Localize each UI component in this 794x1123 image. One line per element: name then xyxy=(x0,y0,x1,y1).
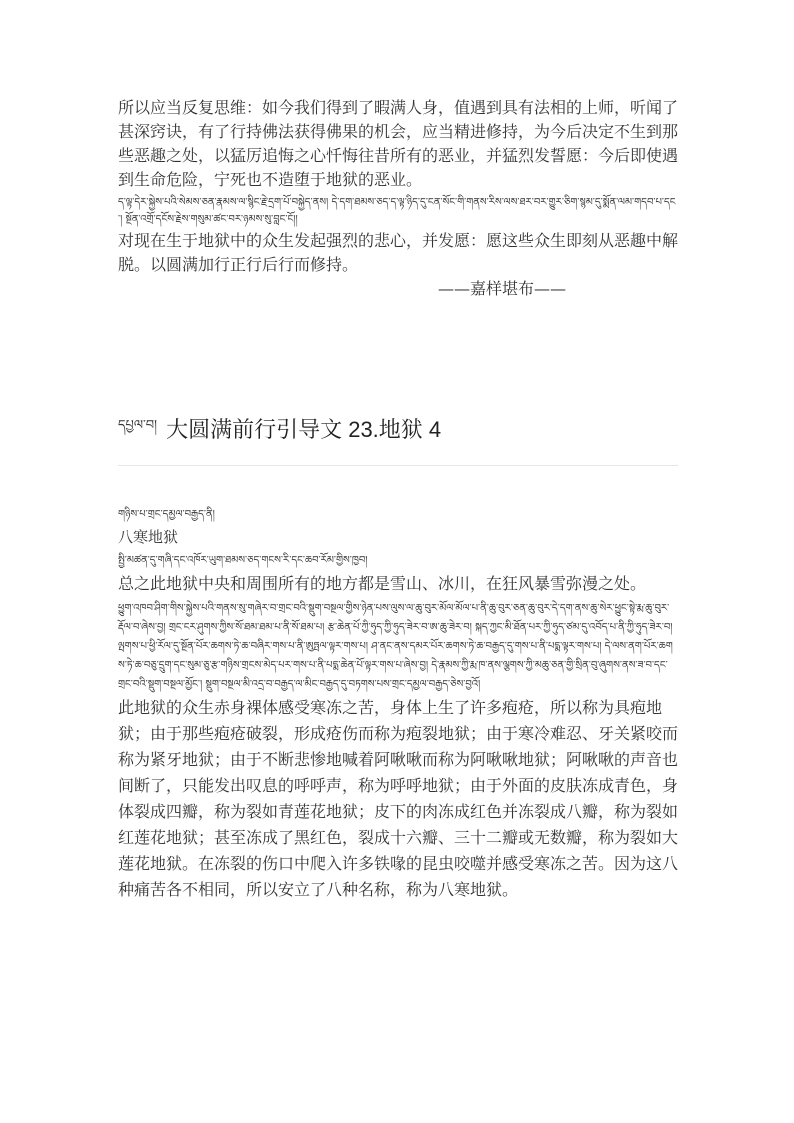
title-tibetan: དཔྱལ་བ། xyxy=(118,418,157,433)
intro-section xyxy=(118,96,678,301)
main-paragraph-chinese: 此地狱的众生赤身裸体感受寒冻之苦，身体上生了许多疱疮，所以称为具疱地狱；由于那些疱疮破裂，形成疮伤而称为疱裂地狱；由于寒冷难忍、牙关紧咬而称为紧牙地狱；由于不断悲惨地喊着阿啾啾而称为阿啾啾地狱；阿啾啾的声音也间断了，只能发出叹息的呼呼声，称为呼呼地狱；由于外面的皮肤冻成青色，身体裂成四瓣，称为裂如青莲花地狱；皮下的肉冻成红色并冻裂成八瓣，称为裂如红莲花地狱；甚至冻成了黑红色，裂成十六瓣、三十二瓣或无数瓣，称为裂如大莲花地狱。在冻裂的伤口中爬入许多铁喙的昆虫咬噬并感受寒冻之苦。因为这八种痛苦各不相同，所以安立了八种名称，称为八寒地狱。 xyxy=(118,698,679,899)
aspiration-paragraph-chinese: 对现在生于地狱中的众生发起强烈的悲心，并发愿：愿这些众生即刻从恶趣中解脱。以圆满加行正行后行而修持。 xyxy=(118,231,679,274)
article-body xyxy=(118,503,678,903)
section-heading-tibetan: གཉིས་པ་གྲང་དམྱལ་བརྒྱད་ནི། xyxy=(118,509,215,520)
title-chinese: 大圆满前行引导文 23.地狱 4 xyxy=(166,417,442,442)
section-heading-chinese: 八寒地狱 xyxy=(118,528,179,546)
article-title xyxy=(118,410,678,466)
author-signature: ——嘉样堪布—— xyxy=(437,279,566,298)
intro-line-tibetan: སྤྱི་མཚན་དུ་གཞི་དང་འཁོར་ཡུག་ཐམས་ཅད་གངས་རི་དང་ཆབ་རོམ་གྱིས་ཁྱབ། xyxy=(118,555,368,566)
intro-paragraph-chinese: 所以应当反复思维：如今我们得到了暇满人身，值遇到具有法相的上师，听闻了甚深窍诀，有了行持佛法获得佛果的机会，应当精进修持，为今后决定不生到那些恶趣之处，以猛厉追悔之心忏悔往昔所有的恶业，并猛烈发誓愿：今后即使遇到生命危险，宁死也不造堕于地狱的恶业。 xyxy=(118,98,679,189)
intro-line-chinese: 总之此地狱中央和周围所有的地方都是雪山、冰川，在狂风暴雪弥漫之处。 xyxy=(118,574,647,593)
intro-paragraph-tibetan: ད་ལྟ་དེར་སྐྱེས་པའི་སེམས་ཅན་རྣམས་ལ་སྙིང་རྗེ་དྲག་པོ་བསྐྱེད་ནས། དེ་དག་ཐམས་ཅད་ད་ལྟ་ཉིད་དུ་ངན་སོང་གི་གནས་རིས་ལས་ཐར་བར་གྱུར་ཅིག་སྙམ་དུ་སྨོན་ལམ་གདབ་པ་དང་། སྔོན་འགྲོ་དངོས་རྗེས་གསུམ་ཚང་བར་ཉམས་སུ་བླང་ངོ།། xyxy=(118,197,676,225)
main-paragraph-tibetan: ཕྱུག་འཁབ་ཤིག་གིས་སྐྱེས་པའི་གནས་སུ་གཞེར་བ་གྲང་བའི་སྡུག་བསྔལ་གྱིས་ཉེན་པས་ལུས་ལ་ཆུ་བུར་མོལ་མོལ་པ་ནི་ཆུ་བུར་ཅན་ཆུ་བུར་དེ་དག་ནས་ཆུ་སེར་ཕྱུང་སྟེ་རྨ་ཆུ་བུར་རྡོལ་བ་ཞེས་བྱ། གྲང་ངར་ཤུགས་ཀྱིས་སོ་ཐམ་ཐམ་པ་ནི་སོ་ཐམ་པ། རྩ་ཆེན་པོ་ཀྱི་ཧུད་ཀྱི་ཧུད་ཟེར་བ་ཨ་ཆུ་ཟེར་བ། སྐད་ཀྱང་མི་ཐོན་པར་ཀྱི་ཧུད་ཙམ་དུ་འབོད་པ་ནི་ཀྱི་ཧུད་ཟེར་བ། ལྤགས་པ་ཕྱི་རོལ་དུ་སྔོན་པོར་ཆགས་ཏེ་ཆ་བཞིར་གས་པ་ནི་ཨུཏྤལ་ལྟར་གས་པ། ཤ་ནང་ནས་དམར་པོར་ཆགས་ཏེ་ཆ་བརྒྱད་དུ་གས་པ་ནི་པདྨ་ལྟར་གས་པ། དེ་ལས་ནག་པོར་ཆགས་ཏེ་ཆ་བཅུ་དྲུག་དང་སུམ་ཅུ་རྩ་གཉིས་གྲངས་མེད་པར་གས་པ་ནི་པདྨ་ཆེན་པོ་ལྟར་གས་པ་ཞེས་བྱ། དེ་རྣམས་ཀྱི་རྨ་ཁ་ནས་ལྕགས་ཀྱི་མཆུ་ཅན་གྱི་སྲིན་བུ་ཞུགས་ནས་ཟ་བ་དང་གྲང་བའི་སྡུག་བསྔལ་མྱོང་། སྡུག་བསྔལ་མི་འདྲ་བ་བརྒྱད་ལ་མིང་བརྒྱད་དུ་བཏགས་པས་གྲང་དམྱལ་བརྒྱད་ཅེས་བྱའོ། xyxy=(118,603,673,690)
